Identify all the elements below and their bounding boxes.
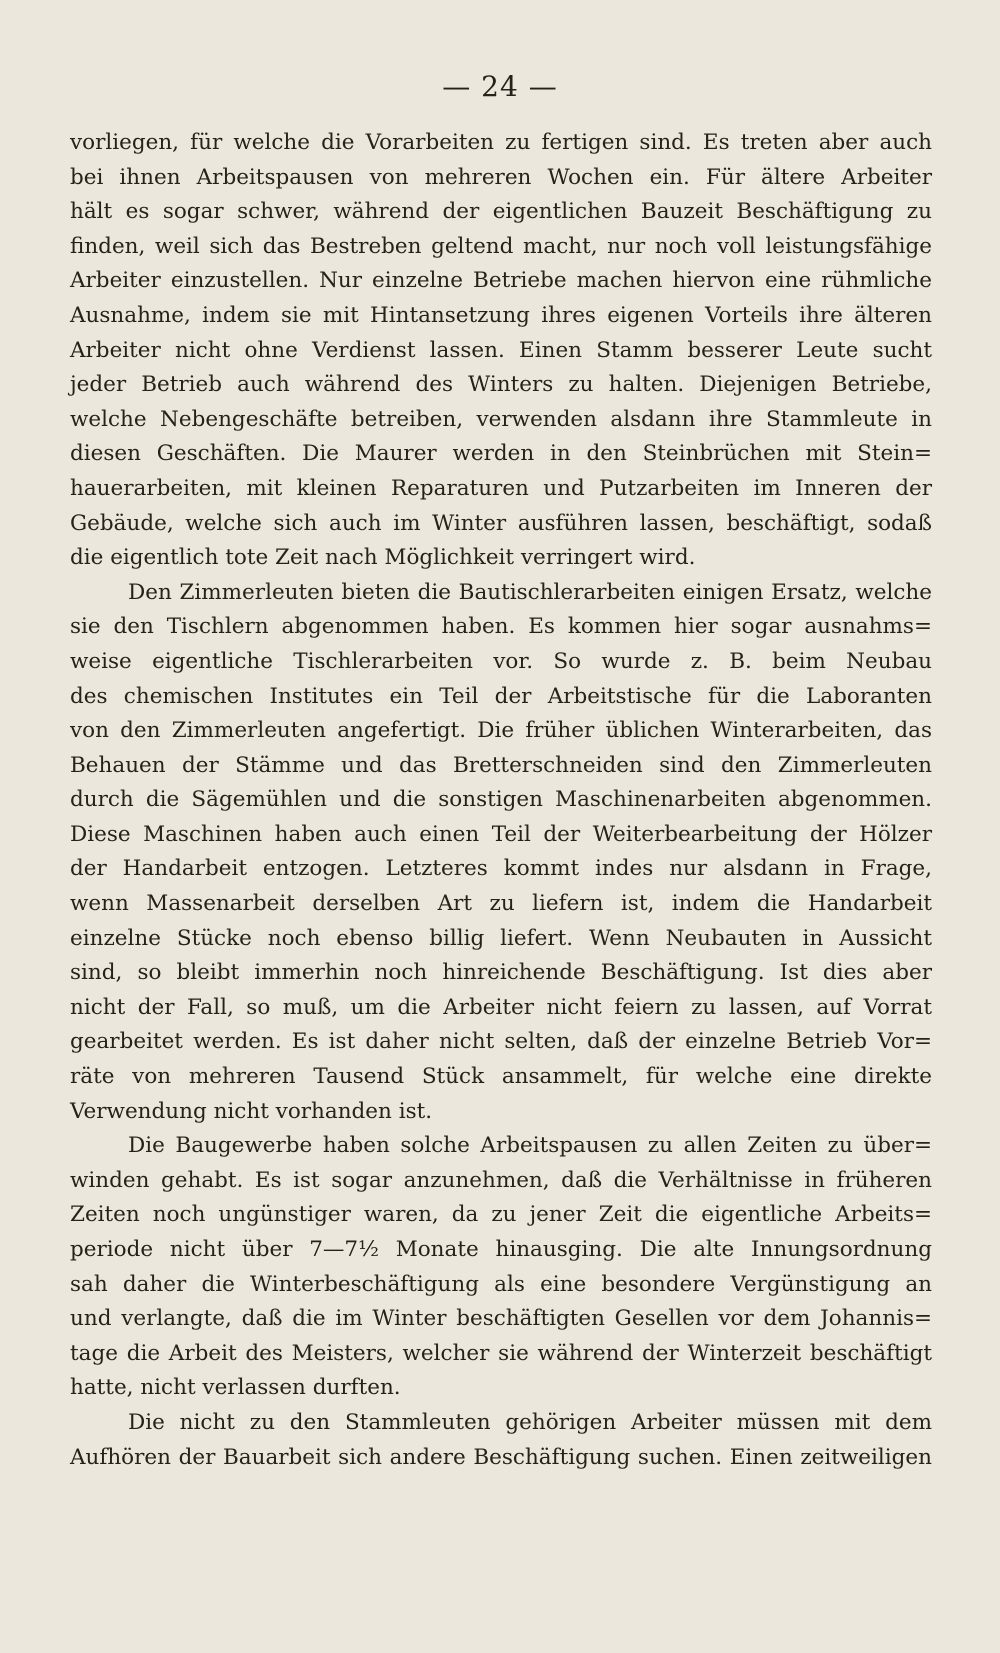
text-line: vorliegen, für welche die Vorarbeiten zu fertigen sind. Es treten aber auch — [70, 130, 932, 155]
text-line: diesen Geschäften. Die Maurer werden in den Steinbrüchen mit Stein= — [70, 441, 932, 467]
text-line: einzelne Stücke noch ebenso billig liefert. Wenn Neubauten in Aussicht — [70, 925, 932, 951]
text-line: Diese Maschinen haben auch einen Teil der Weiterbearbeitung der Hölzer — [70, 821, 932, 847]
text-line: periode nicht über 7—7½ Monate hinausging. Die alte Innungsordnung — [70, 1237, 932, 1262]
text-line: sind, so bleibt immerhin noch hinreichende Beschäftigung. Ist dies aber — [70, 960, 932, 986]
text-line: Ausnahme, indem sie mit Hintansetzung ihres eigenen Vorteils ihre älteren — [70, 302, 932, 328]
text-line: hält es sogar schwer, während der eigentlichen Bauzeit Beschäftigung zu — [70, 199, 932, 225]
text-line: durch die Sägemühlen und die sonstigen Maschinenarbeiten abgenommen. — [70, 787, 932, 813]
text-line: wenn Massenarbeit derselben Art zu liefern ist, indem die Handarbeit — [70, 891, 932, 917]
page-number: — 24 — — [442, 70, 558, 103]
text-line: Arbeiter nicht ohne Verdienst lassen. Einen Stamm besserer Leute sucht — [70, 337, 932, 363]
text-line: hatte, nicht verlassen durften. — [70, 1375, 401, 1401]
text-line: die eigentlich tote Zeit nach Möglichkeit verringert wird. — [70, 545, 696, 571]
text-line: weise eigentliche Tischlerarbeiten vor. So wurde z. B. beim Neubau — [70, 648, 932, 674]
text-line: Die nicht zu den Stammleuten gehörigen Arbeiter müssen mit dem — [128, 1409, 932, 1435]
text-line: welche Nebengeschäfte betreiben, verwenden alsdann ihre Stammleute in — [70, 406, 932, 432]
text-line: bei ihnen Arbeitspausen von mehreren Wochen ein. Für ältere Arbeiter — [70, 164, 932, 190]
text-line: Die Baugewerbe haben solche Arbeitspausen zu allen Zeiten zu über= — [128, 1133, 932, 1159]
text-line: sah daher die Winterbeschäftigung als eine besondere Vergünstigung an — [70, 1271, 932, 1297]
text-line: sie den Tischlern abgenommen haben. Es kommen hier sogar ausnahms= — [70, 614, 932, 640]
text-line: und verlangte, daß die im Winter beschäftigten Gesellen vor dem Johannis= — [70, 1306, 932, 1332]
text-line: der Handarbeit entzogen. Letzteres kommt indes nur alsdann in Frage, — [70, 856, 932, 882]
text-line: hauerarbeiten, mit kleinen Reparaturen und Putzarbeiten im Inneren der — [70, 475, 932, 501]
text-line: Arbeiter einzustellen. Nur einzelne Betriebe machen hiervon eine rühmliche — [70, 268, 932, 294]
text-line: von den Zimmerleuten angefertigt. Die früher üblichen Winterarbeiten, das — [70, 718, 932, 744]
text-line: räte von mehreren Tausend Stück ansammelt, für welche eine direkte — [70, 1064, 932, 1090]
text-line: gearbeitet werden. Es ist daher nicht selten, daß der einzelne Betrieb Vor= — [70, 1029, 932, 1055]
text-line: Verwendung nicht vorhanden ist. — [70, 1098, 433, 1124]
text-line: Aufhören der Bauarbeit sich andere Beschäftigung suchen. Einen zeitweiligen — [70, 1444, 932, 1470]
text-line: winden gehabt. Es ist sogar anzunehmen, daß die Verhältnisse in früheren — [70, 1167, 932, 1193]
text-line: Gebäude, welche sich auch im Winter ausführen lassen, beschäftigt, sodaß — [70, 510, 932, 536]
text-line: nicht der Fall, so muß, um die Arbeiter nicht feiern zu lassen, auf Vorrat — [70, 994, 932, 1020]
body-text — [70, 126, 932, 1475]
text-line: Behauen der Stämme und das Bretterschneiden sind den Zimmerleuten — [70, 752, 932, 778]
text-line: Zeiten noch ungünstiger waren, da zu jener Zeit die eigentliche Arbeits= — [70, 1202, 932, 1228]
text-line: tage die Arbeit des Meisters, welcher sie während der Winterzeit beschäftigt — [70, 1340, 932, 1366]
text-line: des chemischen Institutes ein Teil der Arbeitstische für die Laboranten — [70, 683, 932, 709]
text-line: jeder Betrieb auch während des Winters zu halten. Diejenigen Betriebe, — [70, 372, 932, 398]
text-line: Den Zimmerleuten bieten die Bautischlerarbeiten einigen Ersatz, welche — [128, 579, 932, 605]
text-line: finden, weil sich das Bestreben geltend macht, nur noch voll leistungsfähige — [70, 233, 932, 259]
